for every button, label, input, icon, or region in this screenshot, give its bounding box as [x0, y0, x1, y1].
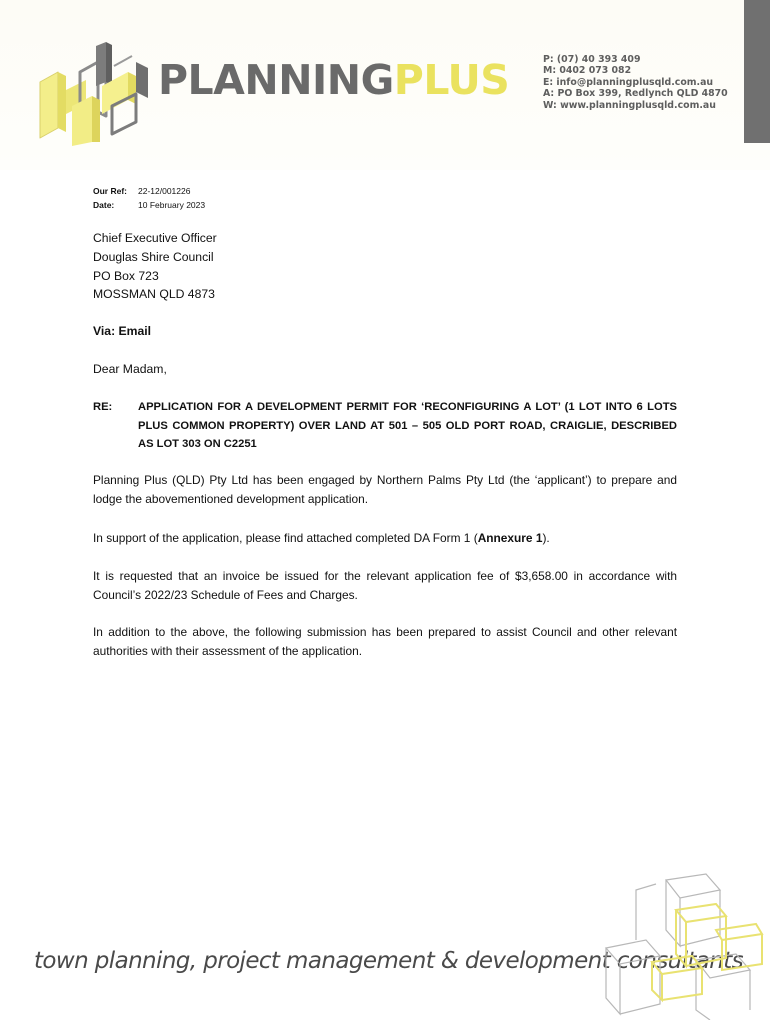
paragraph-invoice: It is requested that an invoice be issued for the relevant application fee of $3,658.00 in accordance with Council’s 2022/23 Schedule of Fees and Charges.	[93, 569, 677, 602]
paragraph-annexure-end: ).	[542, 531, 550, 545]
contact-email: E: info@planningplusqld.com.au	[543, 76, 714, 88]
brand-secondary: PLUS	[393, 56, 510, 104]
subject-label: RE:	[93, 401, 113, 413]
paragraph-annexure-text: In support of the application, please find attached completed DA Form 1 (	[93, 531, 478, 545]
salutation: Dear Madam,	[93, 362, 167, 376]
our-ref-row	[93, 184, 205, 198]
recipient-address	[93, 229, 217, 304]
footer-logo-icon	[596, 870, 766, 1020]
paragraph-engagement: Planning Plus (QLD) Pty Ltd has been engaged by Northern Palms Pty Ltd (the ‘applicant’) to prepare and lodge the abovementioned development application.	[93, 473, 677, 506]
paragraph-submission: In addition to the above, the following submission has been prepared to assist Council and other relevant authorities with their assessment of the application.	[93, 625, 677, 658]
date-value: 10 February 2023	[138, 200, 206, 210]
recipient-line: MOSSMAN QLD 4873	[93, 287, 215, 302]
brand-primary: PLANNING	[158, 56, 394, 104]
our-ref-label: Our Ref:	[93, 186, 127, 196]
contact-mobile: M: 0402 073 082	[543, 65, 632, 77]
recipient-line: PO Box 723	[93, 268, 159, 283]
contact-website: W: www.planningplusqld.com.au	[543, 99, 716, 111]
planning-plus-logo-icon	[36, 42, 152, 146]
brand-wordmark	[158, 56, 509, 104]
subject-block	[93, 398, 677, 454]
recipient-line: Chief Executive Officer	[93, 231, 217, 245]
contact-details	[543, 54, 728, 111]
delivery-method: Via: Email	[93, 324, 152, 338]
recipient-line: Douglas Shire Council	[93, 249, 214, 264]
reference-block	[93, 184, 205, 212]
our-ref-value: 22-12/001226	[138, 186, 191, 196]
contact-phone: P: (07) 40 393 409	[543, 54, 641, 65]
annexure-reference: Annexure 1	[477, 531, 543, 545]
subject-text: APPLICATION FOR A DEVELOPMENT PERMIT FOR ‘RECONFIGURING A LOT’ (1 LOT INTO 6 LOTS PLUS COMMON PROPERTY) OVER LAND AT 501 – 505 OLD PORT ROAD, CRAIGLIE, DESCRIBED AS LOT 303 ON C2251	[138, 401, 677, 450]
paragraph-annexure	[93, 529, 677, 548]
date-label: Date:	[93, 200, 115, 210]
date-row	[93, 198, 205, 212]
contact-address: A: PO Box 399, Redlynch QLD 4870	[543, 88, 728, 100]
footer-tagline: town planning, project management & development consultants	[34, 948, 744, 974]
side-tab	[744, 0, 770, 143]
